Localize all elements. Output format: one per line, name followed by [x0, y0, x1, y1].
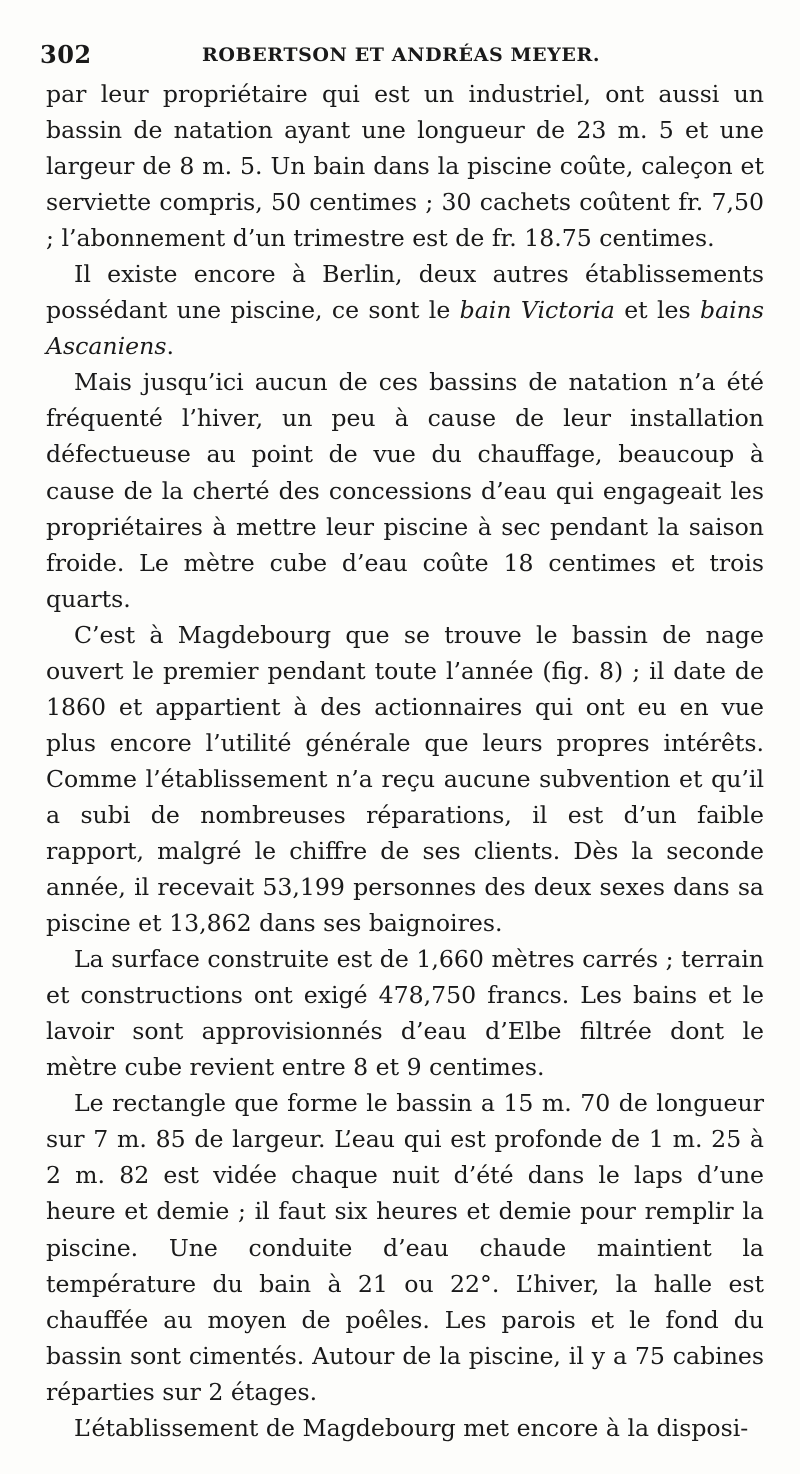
paragraph-text: C’est à Magdebourg que se trouve le bassin de nage ouvert le premier pendant toute l’année (fig. 8) ; il date de 1860 et appartient à des actionnaires qui ont eu en vue plus encore l’utilité générale que leurs propres intérêts. Comme l’établissement n’a reçu aucune subvention et qu’il a subi de nombreuses réparations, il est d’un faible rapport, malgré le chiffre de ses clients. Dès la seconde année, il recevait 53,199 personnes des deux sexes dans sa piscine et 13,862 dans ses baignoires. — [46, 620, 764, 938]
italic-term-bain-victoria: bain Victoria — [459, 296, 615, 325]
paragraph-text: L’établissement de Magdebourg met encore à la disposi- — [74, 1413, 749, 1442]
paragraph-3 — [46, 364, 764, 616]
paragraph-5 — [46, 941, 764, 1085]
paragraph-text: . — [166, 332, 174, 361]
paragraph-6 — [46, 1085, 764, 1409]
paragraph-text: Le rectangle que forme le bassin a 15 m. 70 de longueur sur 7 m. 85 de largeur. L’eau qui est profonde de 1 m. 25 à 2 m. 82 est vidée chaque nuit d’été dans le laps d’une heure et demie ; il faut six heures et demie pour remplir la piscine. Une conduite d’eau chaude maintient la température du bain à 21 ou 22°. L’hiver, la halle est chauffée au moyen de poêles. Les parois et le fond du bassin sont cimentés. Autour de la piscine, il y a 75 cabines réparties sur 2 étages. — [46, 1089, 764, 1406]
running-title: ROBERTSON ET ANDRÉAS MEYER. — [202, 44, 601, 66]
paragraph-text: par leur propriétaire qui est un industriel, ont aussi un bassin de natation ayant une longueur de 23 m. 5 et une largeur de 8 m. 5. Un bain dans la piscine coûte, caleçon et serviette compris, 50 centimes ; 30 cachets coûtent fr. 7,50 ; l’abonnement d’un trimestre est de fr. 18.75 centimes. — [46, 80, 764, 253]
paragraph-text: La surface construite est de 1,660 mètres carrés ; terrain et constructions ont exigé 478,750 francs. Les bains et le lavoir sont approvisionnés d’eau d’Elbe filtrée dont le mètre cube revient entre 8 et 9 centimes. — [46, 945, 764, 1082]
paragraph-text: Mais jusqu’ici aucun de ces bassins de natation n’a été fréquenté l’hiver, un peu à cause de leur installation défectueuse au point de vue du chauffage, beaucoup à cause de la cherté des concessions d’eau qui engageait les propriétaires à mettre leur piscine à sec pendant la saison froide. Le mètre cube d’eau coûte 18 centimes et trois quarts. — [46, 368, 764, 613]
running-head — [36, 40, 776, 74]
page-number: 302 — [40, 40, 92, 69]
body-text — [46, 76, 764, 1446]
paragraph-2 — [46, 256, 764, 364]
paragraph-1 — [46, 76, 764, 256]
paragraph-text: et les — [614, 296, 700, 325]
italic-term-bains-ascaniens: bains Ascaniens — [46, 296, 764, 361]
paragraph-4 — [46, 617, 764, 941]
paragraph-text: Il existe encore à Berlin, deux autres établissements possédant une piscine, ce sont le — [46, 260, 764, 325]
paragraph-7 — [46, 1410, 764, 1446]
